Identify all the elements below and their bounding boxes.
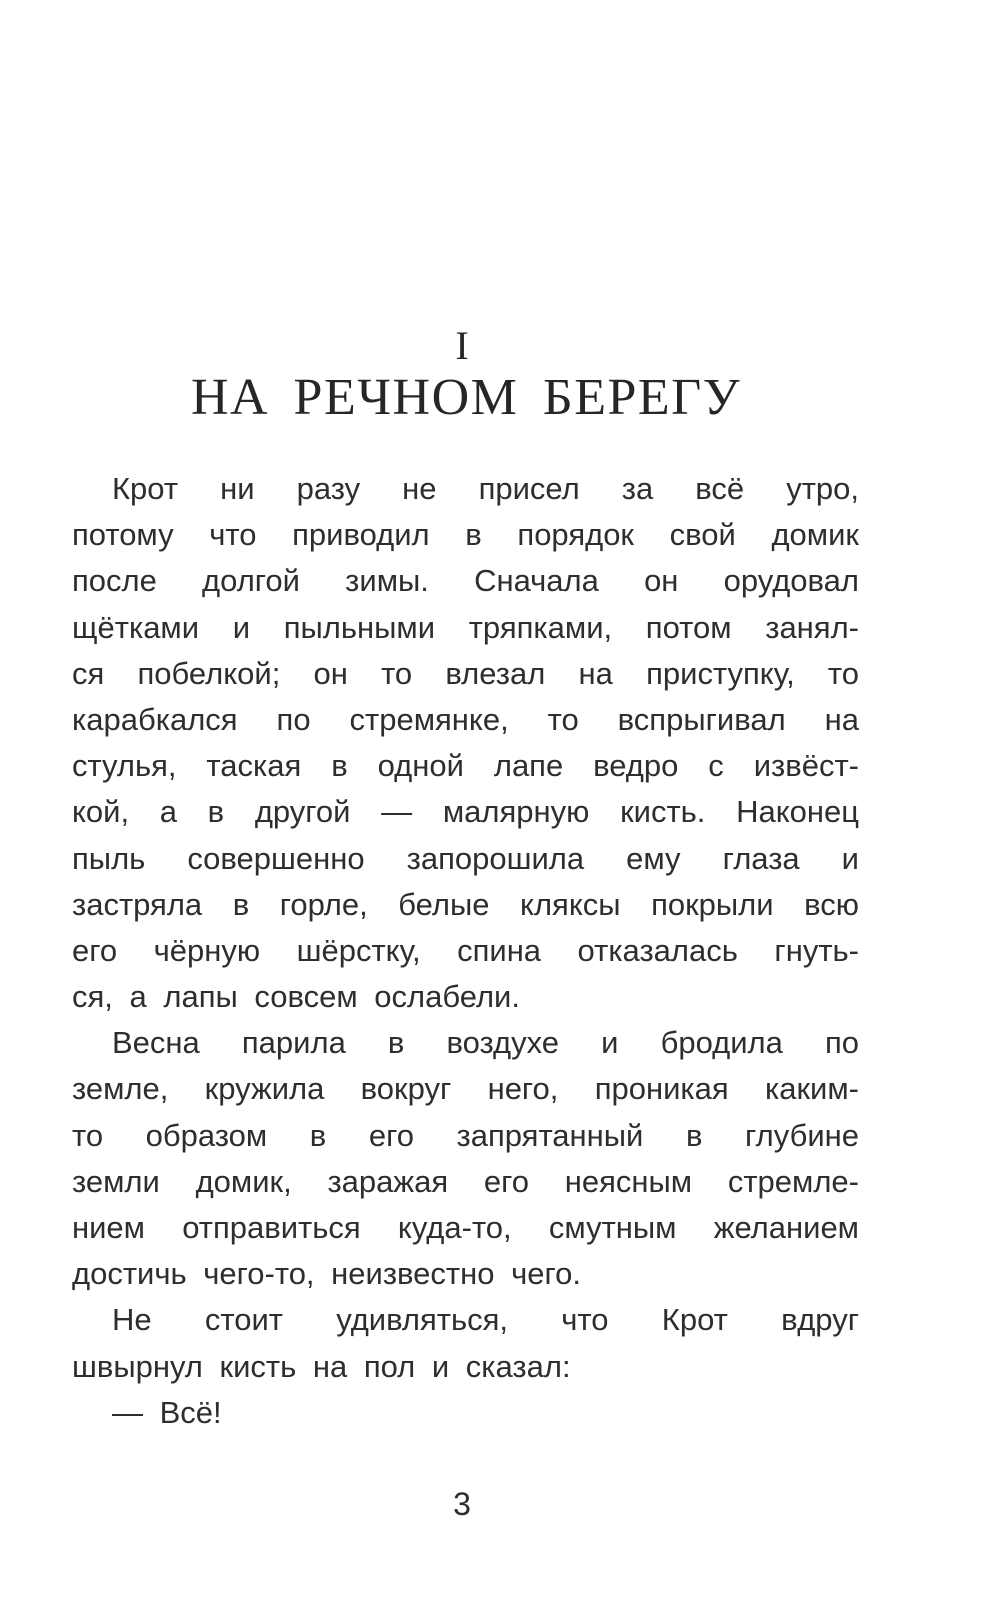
text-line: то образом в его запрятанный в глубине <box>72 1117 859 1153</box>
text-line: ся, а лапы совсем ослабели. <box>72 979 520 1015</box>
paragraph-dialogue <box>72 1390 859 1436</box>
text-line: Не стоит удивляться, что Крот вдруг <box>112 1302 859 1338</box>
text-line: швырнул кисть на пол и сказал: <box>72 1348 571 1384</box>
text-line: щётками и пыльными тряпками, потом занял- <box>72 609 859 645</box>
chapter-title: НА РЕЧНОМ БЕРЕГУ <box>190 369 742 426</box>
text-line: стулья, таская в одной лапе ведро с извёст- <box>72 748 859 784</box>
chapter-number: I <box>455 323 469 368</box>
dialogue-line: — Всё! <box>112 1394 222 1430</box>
text-line: пыль совершенно запорошила ему глаза и <box>72 840 859 876</box>
text-line: застряла в горле, белые кляксы покрыли всю <box>72 886 859 922</box>
text-line: нием отправиться куда-то, смутным желанием <box>72 1210 859 1245</box>
text-line: достичь чего-то, неизвестно чего. <box>72 1256 581 1292</box>
paragraph-1 <box>72 466 859 1020</box>
chapter-body <box>72 466 859 1436</box>
page-number: 3 <box>453 1486 471 1522</box>
text-line: кой, а в другой — малярную кисть. Наконец <box>72 794 859 830</box>
text-line: земле, кружила вокруг него, проникая каким- <box>72 1071 859 1107</box>
paragraph-2 <box>72 1020 859 1297</box>
text-line: его чёрную шёрстку, спина отказалась гнуть- <box>72 932 859 968</box>
text-line: Весна парила в воздухе и бродила по <box>112 1025 859 1061</box>
paragraph-3 <box>72 1297 859 1389</box>
text-line: после долгой зимы. Сначала он орудовал <box>72 563 859 599</box>
text-line: потому что приводил в порядок свой домик <box>72 517 859 553</box>
text-line: земли домик, заражая его неясным стремле- <box>72 1163 859 1199</box>
text-line: карабкался по стремянке, то вспрыгивал на <box>72 701 859 737</box>
text-line: Крот ни разу не присел за всё утро, <box>112 471 859 506</box>
text-line: ся побелкой; он то влезал на приступку, то <box>72 655 859 691</box>
